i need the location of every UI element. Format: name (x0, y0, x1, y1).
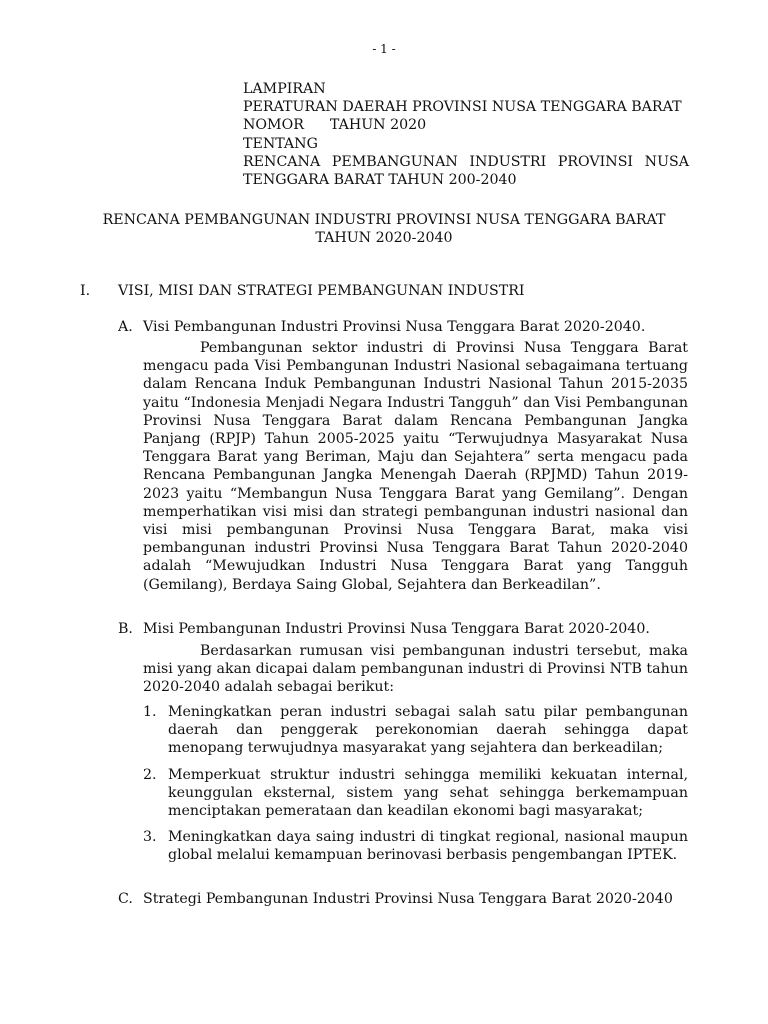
appendix-header (243, 80, 689, 189)
subsection-b-title: Misi Pembangunan Industri Provinsi Nusa Tenggara Barat 2020-2040. (143, 621, 650, 637)
section-number: I. (80, 283, 91, 299)
subsection-a-title: Visi Pembangunan Industri Provinsi Nusa Tenggara Barat 2020-2040. (143, 319, 646, 335)
subsection-a-label: A. (118, 319, 133, 335)
vision-paragraph: Pembangunan sektor industri di Provinsi Nusa Tenggara Barat mengacu pada Visi Pembangunan Industri Nasional sebagaimana tertuang dalam Rencana Induk Pembangunan Industri Nasional Tahun 2015-2035 yaitu “Indonesia Menjadi Negara Industri Tangguh” dan Visi Pembangunan Provinsi Nusa Tenggara Barat dalam Rencana Pembangunan Jangka Panjang (RPJP) Tahun 2005-2025 yaitu “Terwujudnya Masyarakat Nusa Tenggara Barat yang Beriman, Maju dan Sejahtera” serta mengacu pada Rencana Pembangunan Jangka Menengah Daerah (RPJMD) Tahun 2019-2023 yaitu “Membangun Nusa Tenggara Barat yang Gemilang”. Dengan memperhatikan visi misi dan strategi pembangunan industri nasional dan visi misi pembangunan Provinsi Nusa Tenggara Barat, maka visi pembangunan industri Provinsi Nusa Tenggara Barat Tahun 2020-2040 adalah “Mewujudkan Industri Nusa Tenggara Barat yang Tangguh (Gemilang), Berdaya Saing Global, Sejahtera dan Berkeadilan”. (143, 340, 688, 593)
list-item-text: Memperkuat struktur industri sehingga memiliki kekuatan internal, keunggulan eksternal, sistem yang sehat sehingga berkemampuan menciptakan pemerataan dan keadilan ekonomi bagi masyarakat; (168, 766, 688, 820)
list-item (143, 828, 688, 864)
section-title: VISI, MISI DAN STRATEGI PEMBANGUNAN INDUSTRI (118, 283, 525, 299)
list-item-text: Meningkatkan daya saing industri di tingkat regional, nasional maupun global melalui kemampuan berinovasi berbasis pengembangan IPTEK. (168, 829, 688, 864)
regulation-subject-line-1: RENCANA PEMBANGUNAN INDUSTRI PROVINSI NUSA (243, 153, 689, 170)
section-heading (80, 282, 525, 300)
mission-list (143, 703, 688, 873)
tentang-label: TENTANG (243, 135, 318, 152)
subsection-b-heading (118, 620, 650, 638)
document-title-line-1: RENCANA PEMBANGUNAN INDUSTRI PROVINSI NUSA TENGGARA BARAT (102, 212, 666, 228)
subsection-c-title: Strategi Pembangunan Industri Provinsi Nusa Tenggara Barat 2020-2040 (143, 891, 673, 907)
nomor-label: NOMOR (243, 117, 304, 134)
subsection-c-heading (118, 890, 673, 908)
list-item-number: 3. (143, 829, 157, 846)
appendix-label: LAMPIRAN (243, 81, 326, 97)
list-item-number: 2. (143, 766, 157, 783)
subsection-a-heading (118, 318, 645, 336)
list-item (143, 703, 688, 758)
mission-intro-paragraph: Berdasarkan rumusan visi pembangunan industri tersebut, maka misi yang akan dicapai dalam pembangunan industri di Provinsi NTB tahun 2020-2040 adalah sebagai berikut: (143, 643, 688, 696)
regulation-title: PERATURAN DAERAH PROVINSI NUSA TENGGARA BARAT (243, 99, 682, 116)
list-item-text: Meningkatkan peran industri sebagai salah satu pilar pembangunan daerah dan penggerak perekonomian daerah sehingga dapat menopang terwujudnya masyarakat yang sejahtera dan berkeadilan; (168, 704, 688, 757)
regulation-number (243, 116, 689, 134)
regulation-subject-line-2: TENGGARA BARAT TAHUN 200-2040 (243, 172, 517, 189)
subsection-b-label: B. (118, 621, 133, 637)
document-title-line-2: TAHUN 2020-2040 (315, 230, 453, 247)
document-title (80, 211, 688, 247)
list-item-number: 1. (143, 704, 157, 720)
subsection-c-label: C. (118, 891, 133, 907)
page-number: - 1 - (372, 42, 396, 56)
tahun-label: TAHUN 2020 (329, 117, 427, 134)
list-item (143, 766, 688, 821)
